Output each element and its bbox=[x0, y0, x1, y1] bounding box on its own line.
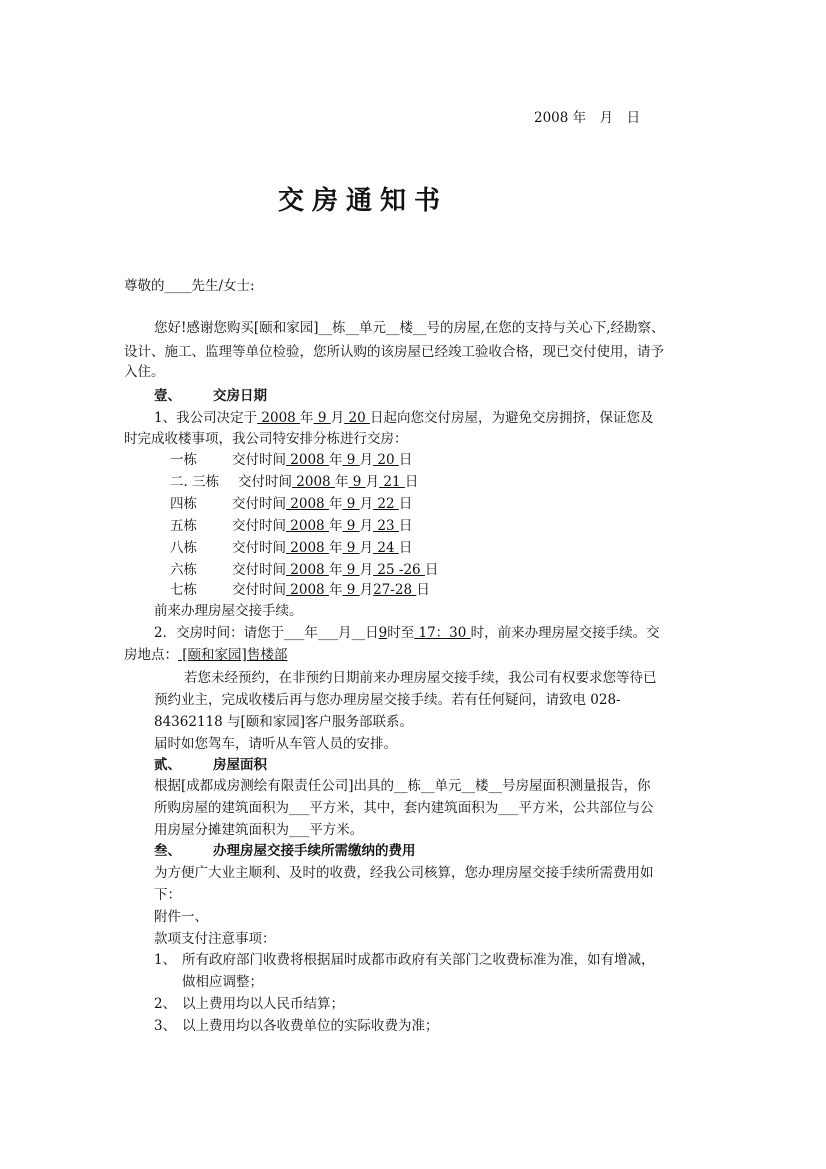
schedule-month: 9 bbox=[342, 582, 360, 598]
schedule-year-unit: 年 bbox=[328, 582, 343, 598]
schedule-day: 20 bbox=[373, 452, 399, 468]
section-3-line-2: 下： bbox=[154, 887, 181, 903]
schedule-day-unit: 日 bbox=[398, 518, 413, 534]
schedule-year: 2008 bbox=[286, 452, 329, 468]
item2-month-blank: ___ bbox=[317, 625, 339, 641]
schedule-year-unit: 年 bbox=[328, 562, 343, 578]
schedule-label: 交付时间 bbox=[232, 540, 286, 556]
schedule-row bbox=[170, 580, 430, 600]
schedule-building: 六栋 bbox=[170, 562, 197, 578]
item2-end-time: 17：30 bbox=[414, 625, 471, 641]
section-1-item-1-line-2: 时完成收楼事项，我公司特安排分栋进行交房： bbox=[124, 431, 408, 447]
item2-text-a: 2．交房时间：请您于 bbox=[154, 625, 285, 641]
payment-note-text: 以上费用均以人民币结算； bbox=[182, 996, 344, 1012]
location-value: [颐和家园]售楼部 bbox=[178, 647, 288, 663]
section-3-line-1: 为方便广大业主顺利、及时的收费，经我公司核算，您办理房屋交接手续所需费用如 bbox=[154, 865, 654, 881]
schedule-label: 交付时间 bbox=[232, 582, 286, 598]
page-title: 交房通知书 bbox=[278, 186, 449, 216]
schedule-month: 9 bbox=[342, 518, 360, 534]
item2-day-blank: __ bbox=[351, 625, 366, 641]
item2-text-f: 时，前来办理房屋交接手续。交 bbox=[470, 625, 660, 641]
schedule-day: 27-28 bbox=[373, 582, 417, 598]
payment-notes-title: 款项支付注意事项： bbox=[154, 931, 276, 947]
schedule-month-unit: 月 bbox=[359, 540, 374, 556]
payment-note-text: 所有政府部门收费将根据届时成都市政府有关部门之收费标准为准，如有增减， bbox=[182, 952, 655, 968]
payment-note-number: 1、 bbox=[154, 952, 177, 968]
item1-rest: 日起向您交付房屋，为避免交房拥挤，保证您及 bbox=[369, 410, 654, 426]
intro-line-2: 设计、施工、监理等单位检验，您所认购的该房屋已经竣工验收合格，现已交付使用，请予 bbox=[124, 344, 664, 360]
schedule-month-unit: 月 bbox=[359, 496, 374, 512]
schedule-row bbox=[170, 516, 412, 536]
schedule-month-unit: 月 bbox=[359, 452, 374, 468]
schedule-year-unit: 年 bbox=[328, 496, 343, 512]
schedule-day: 24 bbox=[373, 540, 399, 556]
item2-year-unit: 年 bbox=[304, 625, 318, 641]
section-2-number: 贰、 bbox=[154, 757, 181, 773]
section-3-number: 叁、 bbox=[154, 843, 181, 859]
item1-year: 2008 bbox=[257, 410, 301, 426]
attachment-label: 附件一、 bbox=[154, 909, 208, 925]
schedule-day-unit: 日 bbox=[404, 474, 419, 490]
section-1-heading: 交房日期 bbox=[213, 388, 267, 404]
schedule-month: 9 bbox=[342, 562, 360, 578]
schedule-day: 22 bbox=[373, 496, 399, 512]
item2-hour: 9 bbox=[378, 625, 388, 641]
schedule-building: 二. 三栋 bbox=[170, 474, 220, 490]
item1-day: 20 bbox=[344, 410, 370, 426]
payment-note-text: 以上费用均以各收费单位的实际收费为准； bbox=[182, 1018, 439, 1034]
schedule-month-unit: 月 bbox=[359, 518, 374, 534]
schedule-year: 2008 bbox=[286, 540, 329, 556]
schedule-year: 2008 bbox=[286, 518, 329, 534]
schedule-year-unit: 年 bbox=[334, 474, 349, 490]
section-1-location bbox=[124, 645, 287, 665]
payment-note bbox=[154, 994, 344, 1014]
item2-text-e: 时至 bbox=[387, 625, 415, 641]
schedule-day-unit: 日 bbox=[398, 496, 413, 512]
schedule-label: 交付时间 bbox=[232, 452, 286, 468]
location-label: 房地点： bbox=[124, 647, 178, 663]
schedule-building: 五栋 bbox=[170, 518, 197, 534]
greeting-blank: ____ bbox=[164, 278, 192, 294]
schedule-day: 23 bbox=[373, 518, 399, 534]
schedule-year: 2008 bbox=[286, 582, 329, 598]
payment-note bbox=[154, 950, 655, 970]
section-1-item-2 bbox=[154, 623, 660, 643]
note-line-4: 届时如您驾车，请听从车管人员的安排。 bbox=[154, 736, 397, 752]
item1-month-unit: 月 bbox=[330, 410, 345, 426]
schedule-building: 一栋 bbox=[170, 452, 197, 468]
schedule-month: 9 bbox=[348, 474, 366, 490]
schedule-day: 25 -26 bbox=[373, 562, 425, 578]
section-2-line-3: 用房屋分摊建筑面积为___平方米。 bbox=[154, 822, 364, 838]
schedule-label: 交付时间 bbox=[232, 562, 286, 578]
schedule-year: 2008 bbox=[286, 496, 329, 512]
payment-note-number: 3、 bbox=[154, 1018, 177, 1034]
payment-note bbox=[154, 1016, 439, 1036]
greeting-prefix: 尊敬的 bbox=[124, 278, 165, 294]
section-2-line-1: 根据[成都成房测绘有限责任公司]出具的__栋__单元__楼__号房屋面积测量报告，你 bbox=[154, 778, 651, 794]
schedule-footer: 前来办理房屋交接手续。 bbox=[154, 603, 303, 619]
note-line-2: 预约业主，完成收楼后再与您办理房屋交接手续。若有任何疑问，请致电 028- bbox=[154, 692, 621, 708]
schedule-label: 交付时间 bbox=[238, 474, 292, 490]
schedule-year-unit: 年 bbox=[328, 540, 343, 556]
schedule-row bbox=[170, 472, 418, 492]
schedule-building: 四栋 bbox=[170, 496, 197, 512]
intro-line-3: 入住。 bbox=[124, 364, 165, 380]
schedule-row bbox=[170, 538, 412, 558]
schedule-row bbox=[170, 450, 412, 470]
schedule-year-unit: 年 bbox=[328, 518, 343, 534]
schedule-month: 9 bbox=[342, 452, 360, 468]
schedule-year: 2008 bbox=[292, 474, 335, 490]
section-2-line-2: 所购房屋的建筑面积为___平方米，其中，套内建筑面积为___平方米，公共部位与公 bbox=[154, 800, 654, 816]
schedule-row bbox=[170, 560, 438, 580]
schedule-label: 交付时间 bbox=[232, 518, 286, 534]
schedule-building: 八栋 bbox=[170, 540, 197, 556]
schedule-year-unit: 年 bbox=[328, 452, 343, 468]
item1-prefix: 1、我公司决定于 bbox=[154, 410, 258, 426]
schedule-building: 七栋 bbox=[170, 582, 197, 598]
item2-month-unit: 月 bbox=[338, 625, 352, 641]
schedule-month-unit: 月 bbox=[359, 562, 374, 578]
item1-month: 9 bbox=[313, 410, 331, 426]
schedule-day-unit: 日 bbox=[398, 540, 413, 556]
schedule-month-unit: 月 bbox=[365, 474, 380, 490]
schedule-month-unit: 月 bbox=[359, 582, 374, 598]
intro-line-1: 您好!感谢您购买[颐和家园]__栋__单元__楼__号的房屋,在您的支持与关心下,经勘察、 bbox=[154, 320, 665, 336]
schedule-day-unit: 日 bbox=[424, 562, 439, 578]
note-line-3: 84362118 与[颐和家园]客户服务部联系。 bbox=[154, 714, 414, 730]
greeting-suffix: 先生/女士: bbox=[191, 278, 255, 294]
note-line-1: 若您未经预约，在非预约日期前来办理房屋交接手续，我公司有权要求您等待已 bbox=[184, 670, 657, 686]
schedule-year: 2008 bbox=[286, 562, 329, 578]
schedule-day-unit: 日 bbox=[398, 452, 413, 468]
section-1-item-1 bbox=[154, 408, 653, 428]
schedule-label: 交付时间 bbox=[232, 496, 286, 512]
payment-note-continuation: 做相应调整； bbox=[182, 974, 263, 990]
greeting bbox=[124, 276, 255, 296]
payment-note-number: 2、 bbox=[154, 996, 177, 1012]
item1-year-unit: 年 bbox=[300, 410, 314, 426]
item2-day-unit: 日 bbox=[365, 625, 379, 641]
section-3-heading: 办理房屋交接手续所需缴纳的费用 bbox=[213, 843, 416, 859]
schedule-day: 21 bbox=[379, 474, 405, 490]
section-2-heading: 房屋面积 bbox=[213, 757, 267, 773]
schedule-row bbox=[170, 494, 412, 514]
section-1-number: 壹、 bbox=[154, 388, 181, 404]
schedule-month: 9 bbox=[342, 540, 360, 556]
schedule-day-unit: 日 bbox=[416, 582, 430, 598]
schedule-month: 9 bbox=[342, 496, 360, 512]
document-date: 2008 年 月 日 bbox=[534, 110, 641, 126]
item2-year-blank: ___ bbox=[284, 625, 305, 641]
